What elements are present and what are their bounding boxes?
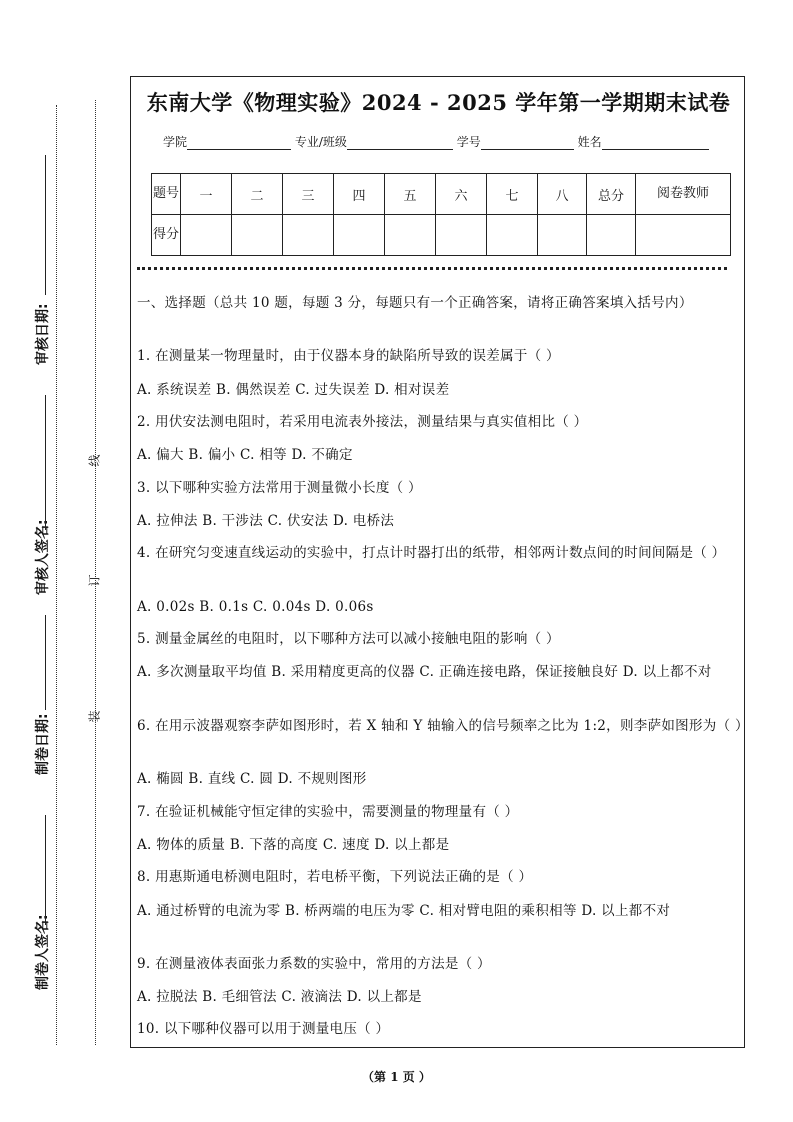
- score-col-6: 六: [436, 174, 487, 215]
- score-cell[interactable]: [636, 215, 731, 256]
- options-3: A. 拉伸法 B. 干涉法 C. 伏安法 D. 电桥法: [137, 513, 395, 529]
- score-col-2: 二: [232, 174, 283, 215]
- question-3: 3. 以下哪种实验方法常用于测量微小长度（ ）: [137, 480, 422, 496]
- score-cell[interactable]: [385, 215, 436, 256]
- question-7: 7. 在验证机械能守恒定律的实验中，需要测量的物理量有（ ）: [137, 804, 519, 820]
- field-college-label: 学院: [163, 135, 188, 149]
- score-cell[interactable]: [436, 215, 487, 256]
- question-9: 9. 在测量液体表面张力系数的实验中，常用的方法是（ ）: [137, 956, 491, 972]
- score-col-8: 八: [538, 174, 587, 215]
- outer-dotted-line: [56, 105, 57, 1045]
- section-heading: 一、选择题（总共 10 题，每题 3 分，每题只有一个正确答案，请将正确答案填入括号内）: [137, 295, 693, 311]
- field-student-id-blank[interactable]: [481, 137, 574, 150]
- score-cell[interactable]: [587, 215, 636, 256]
- score-table: [151, 173, 731, 256]
- score-cell[interactable]: [283, 215, 334, 256]
- exam-title: 东南大学《物理实验》2024 - 2025 学年第一学期期末试卷: [146, 90, 731, 115]
- score-col-3: 三: [283, 174, 334, 215]
- score-cell[interactable]: [538, 215, 587, 256]
- field-college-blank[interactable]: [187, 137, 291, 150]
- score-col-1: 一: [181, 174, 232, 215]
- field-major-blank[interactable]: [347, 137, 453, 150]
- question-8: 8. 用惠斯通电桥测电阻时，若电桥平衡，下列说法正确的是（ ）: [137, 869, 533, 885]
- question-6: 6. 在用示波器观察李萨如图形时，若 X 轴和 Y 轴输入的信号频率之比为 1:2，则李萨如图形为（ ）: [137, 718, 749, 734]
- reviewer-date-label: 审核日期:: [35, 303, 51, 365]
- score-col-grader: 阅卷教师: [636, 174, 731, 215]
- question-10: 10. 以下哪种仪器可以用于测量电压（ ）: [137, 1021, 390, 1037]
- exam-frame: [130, 76, 749, 1048]
- field-name-label: 姓名: [577, 135, 602, 149]
- options-2: A. 偏大 B. 偏小 C. 相等 D. 不确定: [137, 447, 353, 463]
- options-9: A. 拉脱法 B. 毛细管法 C. 液滴法 D. 以上都是: [137, 989, 422, 1005]
- question-2: 2. 用伏安法测电阻时，若采用电流表外接法，测量结果与真实值相比（ ）: [137, 414, 588, 430]
- maker-sign-blank: [45, 815, 46, 925]
- options-4: A. 0.02s B. 0.1s C. 0.04s D. 0.06s: [137, 599, 374, 615]
- maker-date-label: 制卷日期:: [35, 713, 51, 775]
- reviewer-sign-blank: [45, 395, 46, 530]
- score-row-label: 得分: [152, 215, 181, 256]
- question-5: 5. 测量金属丝的电阻时，以下哪种方法可以减小接触电阻的影响（ ）: [137, 631, 560, 647]
- question-number-label: 题号: [152, 174, 181, 215]
- student-info-line: [163, 133, 709, 150]
- maker-date-blank: [45, 615, 46, 710]
- binding-word-bind: 装: [87, 710, 102, 723]
- dotted-separator: [137, 267, 727, 270]
- options-7: A. 物体的质量 B. 下落的高度 C. 速度 D. 以上都是: [137, 837, 450, 853]
- score-col-5: 五: [385, 174, 436, 215]
- score-cell[interactable]: [181, 215, 232, 256]
- options-1: A. 系统误差 B. 偶然误差 C. 过失误差 D. 相对误差: [137, 382, 450, 398]
- score-col-4: 四: [334, 174, 385, 215]
- field-name-blank[interactable]: [602, 137, 709, 150]
- question-4: 4. 在研究匀变速直线运动的实验中，打点计时器打出的纸带，相邻两计数点间的时间间隔是（ ）: [137, 545, 726, 561]
- score-col-total: 总分: [587, 174, 636, 215]
- binding-word-staple: 订: [87, 574, 102, 587]
- binding-word-line: 线: [87, 454, 102, 467]
- maker-sign-label: 制卷人签名:: [35, 914, 51, 990]
- score-col-7: 七: [487, 174, 538, 215]
- reviewer-sign-label: 审核人签名:: [35, 519, 51, 595]
- options-5: A. 多次测量取平均值 B. 采用精度更高的仪器 C. 正确连接电路，保证接触良好 D. 以上都不对: [137, 664, 712, 680]
- reviewer-date-blank: [45, 155, 46, 295]
- score-cell[interactable]: [334, 215, 385, 256]
- score-cell[interactable]: [232, 215, 283, 256]
- page-number: （第 1 页 ）: [362, 1070, 431, 1084]
- score-table-score-row: [152, 215, 731, 256]
- options-8: A. 通过桥臂的电流为零 B. 桥两端的电压为零 C. 相对臂电阻的乘积相等 D. 以上都不对: [137, 903, 671, 919]
- field-student-id-label: 学号: [456, 135, 481, 149]
- field-major-label: 专业/班级: [294, 135, 347, 149]
- inner-dotted-line: [95, 100, 96, 1045]
- score-table-header-row: [152, 174, 731, 215]
- options-6: A. 椭圆 B. 直线 C. 圆 D. 不规则图形: [137, 771, 367, 787]
- question-1: 1. 在测量某一物理量时，由于仪器本身的缺陷所导致的误差属于（ ）: [137, 348, 560, 364]
- score-cell[interactable]: [487, 215, 538, 256]
